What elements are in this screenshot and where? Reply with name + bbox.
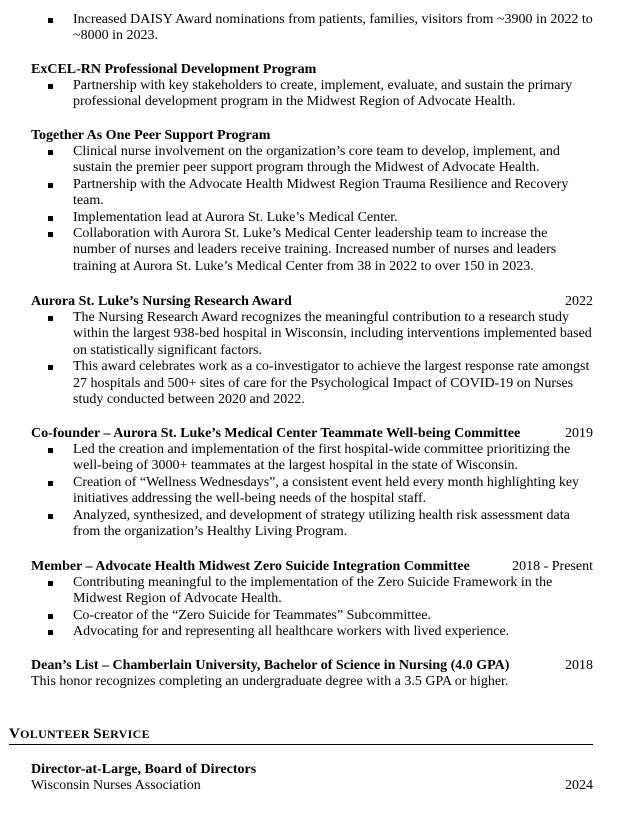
volunteer-year: 2024 [565, 778, 593, 793]
suicide-bullets [31, 575, 593, 641]
research-title: Aurora St. Luke’s Nursing Research Award [31, 294, 292, 309]
heading-initial-v: V [9, 726, 21, 742]
bullet-item: Creation of “Wellness Wednesdays”, a consistent event held every month highlighting key initiatives addressing the well-being needs of the hospital staff. [31, 475, 593, 508]
deans-text: This honor recognizes completing an undergraduate degree with a 3.5 GPA or higher. [31, 674, 509, 689]
bullet-item: Collaboration with Aurora St. Luke’s Medical Center leadership team to increase the number of nurses and leaders receive training. Increased number of nurses and leaders training at Aurora St. Luke’s Medical Center from 38 in 2022 to over 150 in 2023. [31, 226, 593, 275]
volunteer-org: Wisconsin Nurses Association [31, 778, 201, 793]
bullet-item: Co-creator of the “Zero Suicide for Teammates” Subcommittee. [31, 608, 593, 624]
bullet-item: The Nursing Research Award recognizes the meaningful contribution to a research study within the largest 938-bed hospital in Wisconsin, including interventions implemented based on statistically significant factors. [31, 310, 593, 359]
deans-title: Dean’s List – Chamberlain University, Bachelor of Science in Nursing (4.0 GPA) [31, 658, 510, 673]
deans-title-row [31, 658, 593, 674]
suicide-title-row [31, 559, 593, 575]
research-section [31, 294, 593, 408]
wellbeing-bullets [31, 442, 593, 540]
bullet-item: This award celebrates work as a co-investigator to achieve the largest response rate amongst 27 hospitals and 500+ sites of care for the Psychological Impact of COVID-19 on Nurses study conducted between 2020 and 2022. [31, 359, 593, 408]
daisy-bullets [31, 12, 593, 45]
bullet-item: Partnership with key stakeholders to create, implement, evaluate, and sustain the primary professional development program in the Midwest Region of Advocate Health. [31, 78, 593, 111]
daisy-section [31, 12, 593, 45]
suicide-title: Member – Advocate Health Midwest Zero Suicide Integration Committee [31, 559, 470, 574]
excel-section [31, 62, 593, 111]
wellbeing-title-row [31, 426, 593, 442]
bullet-item: Clinical nurse involvement on the organization’s core team to develop, implement, and sustain the premier peer support program through the Midwest of Advocate Health. [31, 144, 593, 177]
volunteer-entry [31, 762, 593, 794]
deans-year: 2018 [565, 658, 593, 673]
research-year: 2022 [565, 294, 593, 309]
suicide-section [31, 559, 593, 641]
wellbeing-section [31, 426, 593, 540]
wellbeing-year: 2019 [565, 426, 593, 441]
excel-bullets [31, 78, 593, 111]
heading-rest-2: ERVICE [101, 727, 150, 741]
together-title: Together As One Peer Support Program [31, 128, 271, 143]
bullet-item: Contributing meaningful to the implementation of the Zero Suicide Framework in the Midwest Region of Advocate Health. [31, 575, 593, 608]
heading-rest-1: OLUNTEER [20, 727, 94, 741]
bullet-item: Analyzed, synthesized, and development of strategy utilizing health risk assessment data from the organization’s Healthy Living Program. [31, 508, 593, 541]
research-title-row [31, 294, 593, 310]
bullet-item: Partnership with the Advocate Health Midwest Region Trauma Resilience and Recovery team. [31, 177, 593, 210]
bullet-item: Increased DAISY Award nominations from patients, families, visitors from ~3900 in 2022 to ~8000 in 2023. [31, 12, 593, 45]
together-bullets [31, 144, 593, 275]
volunteer-org-row [31, 778, 593, 794]
excel-title: ExCEL-RN Professional Development Program [31, 62, 317, 77]
bullet-item: Advocating for and representing all healthcare workers with lived experience. [31, 624, 593, 640]
wellbeing-title: Co-founder – Aurora St. Luke’s Medical Center Teammate Well-being Committee [31, 426, 521, 441]
research-bullets [31, 310, 593, 408]
bullet-item: Implementation lead at Aurora St. Luke’s Medical Center. [31, 210, 593, 226]
volunteer-heading [9, 726, 593, 745]
heading-initial-s: S [93, 726, 102, 742]
volunteer-role: Director-at-Large, Board of Directors [31, 762, 257, 777]
bullet-item: Led the creation and implementation of the first hospital-wide committee prioritizing the well-being of 3000+ teammates at the largest hospital in the state of Wisconsin. [31, 442, 593, 475]
together-section [31, 128, 593, 275]
suicide-year: 2018 - Present [512, 559, 593, 574]
deans-section [31, 658, 593, 690]
